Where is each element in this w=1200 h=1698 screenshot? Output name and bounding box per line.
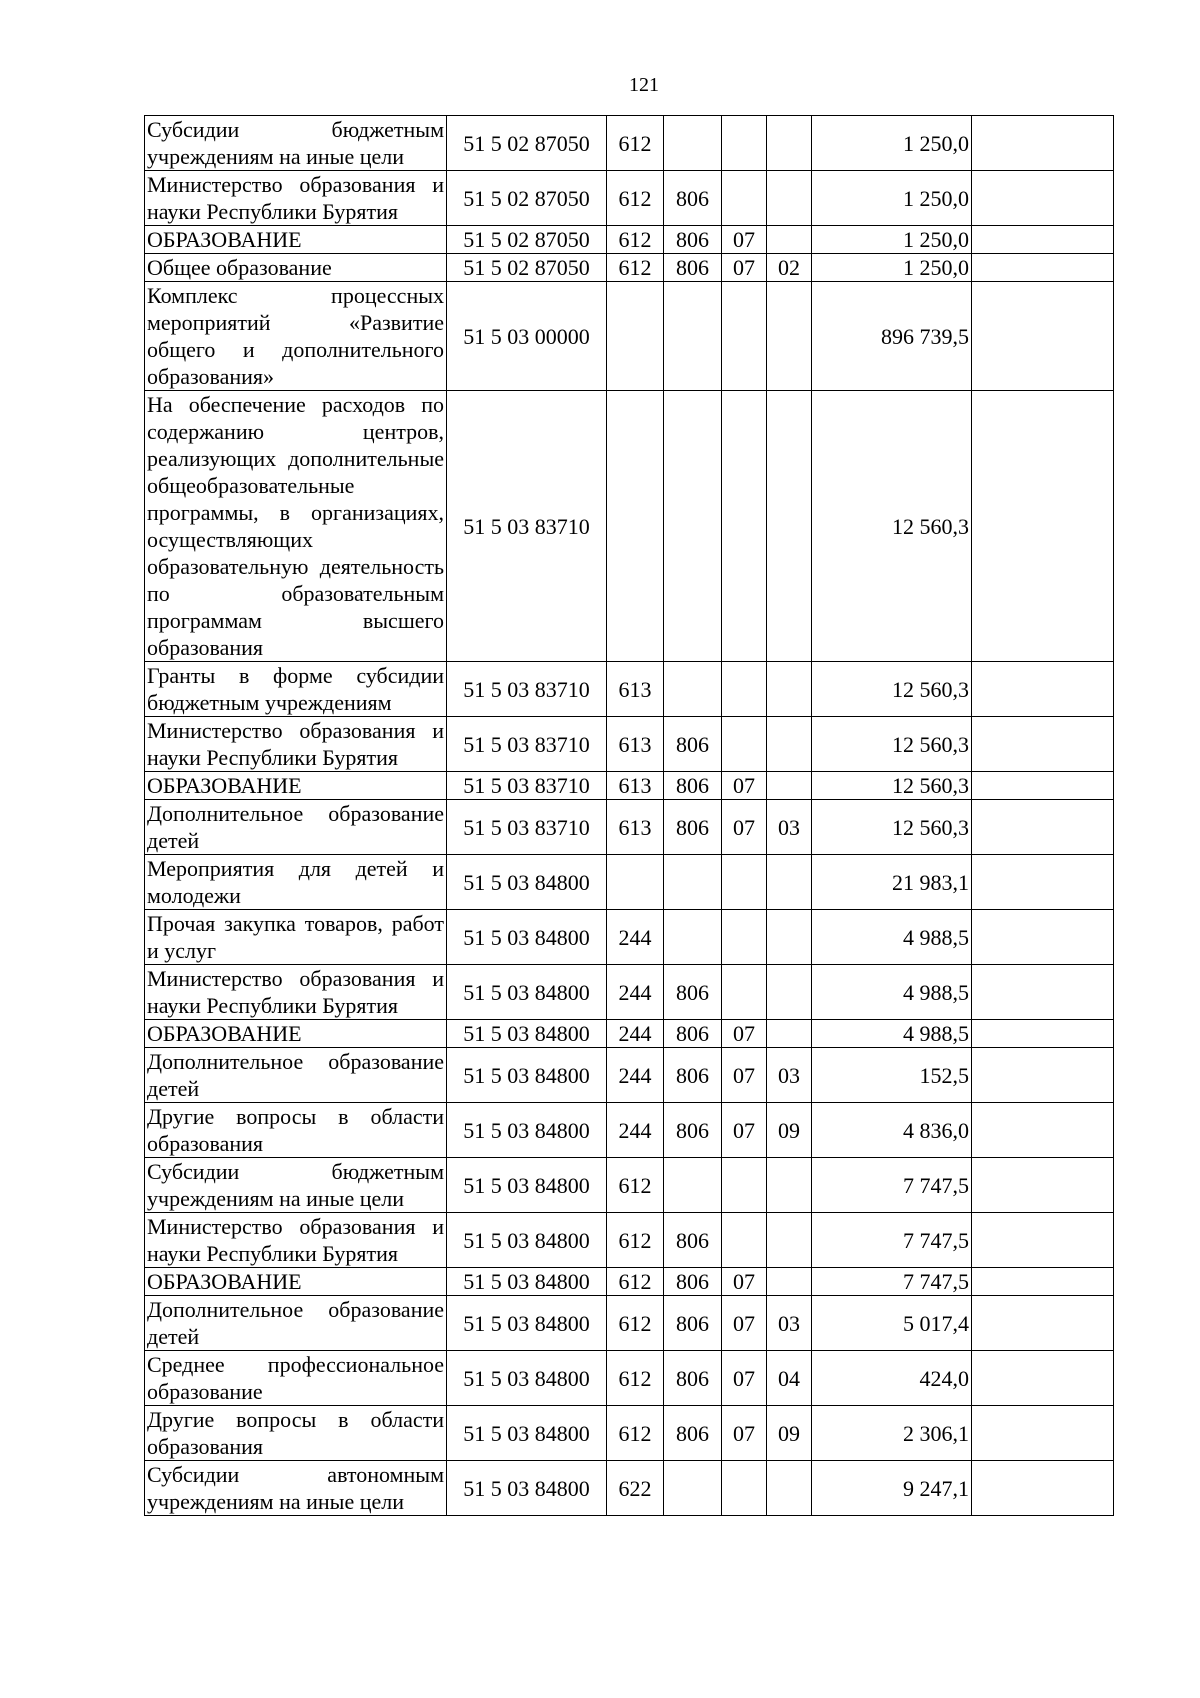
table-row: [145, 1158, 1114, 1213]
row-name: Дополнительное образование детей: [145, 1048, 447, 1103]
expense-type-code: 244: [607, 1103, 664, 1158]
amount: 12 560,3: [812, 662, 972, 717]
ministry-code: 806: [664, 1406, 722, 1461]
subsection-code: 04: [767, 1351, 812, 1406]
amount: 1 250,0: [812, 171, 972, 226]
table-row: [145, 1268, 1114, 1296]
amount: 5 017,4: [812, 1296, 972, 1351]
ministry-code: 806: [664, 965, 722, 1020]
extra-column: [972, 1048, 1114, 1103]
amount: 7 747,5: [812, 1158, 972, 1213]
table-row: [145, 1048, 1114, 1103]
extra-column: [972, 1158, 1114, 1213]
target-article-code: 51 5 03 83710: [447, 662, 607, 717]
page-number: 121: [629, 74, 659, 96]
subsection-code: 03: [767, 1296, 812, 1351]
expense-type-code: 622: [607, 1461, 664, 1516]
target-article-code: 51 5 03 84800: [447, 1048, 607, 1103]
row-name: ОБРАЗОВАНИЕ: [145, 772, 447, 800]
subsection-code: [767, 1020, 812, 1048]
subsection-code: [767, 772, 812, 800]
section-code: [722, 717, 767, 772]
ministry-code: [664, 116, 722, 171]
ministry-code: [664, 662, 722, 717]
ministry-code: 806: [664, 800, 722, 855]
extra-column: [972, 1351, 1114, 1406]
row-name: Другие вопросы в области образования: [145, 1406, 447, 1461]
subsection-code: [767, 282, 812, 391]
section-code: [722, 171, 767, 226]
table-row: [145, 965, 1114, 1020]
target-article-code: 51 5 02 87050: [447, 171, 607, 226]
extra-column: [972, 662, 1114, 717]
row-name: Общее образование: [145, 254, 447, 282]
subsection-code: [767, 717, 812, 772]
extra-column: [972, 1103, 1114, 1158]
expense-type-code: 244: [607, 965, 664, 1020]
ministry-code: [664, 855, 722, 910]
expense-type-code: [607, 391, 664, 662]
target-article-code: 51 5 03 84800: [447, 1461, 607, 1516]
table-row: [145, 800, 1114, 855]
target-article-code: 51 5 03 83710: [447, 772, 607, 800]
target-article-code: 51 5 03 84800: [447, 1158, 607, 1213]
section-code: 07: [722, 1268, 767, 1296]
section-code: 07: [722, 1103, 767, 1158]
section-code: 07: [722, 1020, 767, 1048]
expense-type-code: 612: [607, 1406, 664, 1461]
target-article-code: 51 5 03 84800: [447, 1406, 607, 1461]
row-name: Министерство образования и науки Республики Бурятия: [145, 171, 447, 226]
expense-type-code: 613: [607, 662, 664, 717]
table-row: [145, 1213, 1114, 1268]
expense-type-code: 244: [607, 1020, 664, 1048]
subsection-code: [767, 965, 812, 1020]
extra-column: [972, 171, 1114, 226]
subsection-code: [767, 226, 812, 254]
section-code: 07: [722, 800, 767, 855]
row-name: Субсидии бюджетным учреждениям на иные цели: [145, 1158, 447, 1213]
amount: 1 250,0: [812, 254, 972, 282]
amount: 1 250,0: [812, 116, 972, 171]
extra-column: [972, 1406, 1114, 1461]
table-row: [145, 662, 1114, 717]
amount: 1 250,0: [812, 226, 972, 254]
ministry-code: [664, 1158, 722, 1213]
expense-type-code: 612: [607, 1296, 664, 1351]
expense-type-code: 612: [607, 1158, 664, 1213]
ministry-code: [664, 1461, 722, 1516]
row-name: Министерство образования и науки Республики Бурятия: [145, 965, 447, 1020]
expense-type-code: 612: [607, 226, 664, 254]
section-code: [722, 1213, 767, 1268]
amount: 4 988,5: [812, 1020, 972, 1048]
extra-column: [972, 1268, 1114, 1296]
section-code: [722, 1158, 767, 1213]
amount: 424,0: [812, 1351, 972, 1406]
table-row: [145, 1020, 1114, 1048]
extra-column: [972, 226, 1114, 254]
target-article-code: 51 5 03 00000: [447, 282, 607, 391]
amount: 4 988,5: [812, 965, 972, 1020]
amount: 12 560,3: [812, 391, 972, 662]
ministry-code: [664, 391, 722, 662]
row-name: Мероприятия для детей и молодежи: [145, 855, 447, 910]
target-article-code: 51 5 03 84800: [447, 1103, 607, 1158]
row-name: Министерство образования и науки Республики Бурятия: [145, 1213, 447, 1268]
ministry-code: 806: [664, 1351, 722, 1406]
target-article-code: 51 5 03 83710: [447, 391, 607, 662]
table-row: [145, 1406, 1114, 1461]
row-name: Гранты в форме субсидии бюджетным учреждениям: [145, 662, 447, 717]
expense-type-code: [607, 282, 664, 391]
table-row: [145, 1103, 1114, 1158]
table-row: [145, 772, 1114, 800]
budget-table: [144, 115, 1114, 1516]
row-name: Дополнительное образование детей: [145, 1296, 447, 1351]
amount: 2 306,1: [812, 1406, 972, 1461]
target-article-code: 51 5 02 87050: [447, 116, 607, 171]
amount: 7 747,5: [812, 1268, 972, 1296]
section-code: [722, 662, 767, 717]
ministry-code: [664, 910, 722, 965]
amount: 4 988,5: [812, 910, 972, 965]
table-row: [145, 855, 1114, 910]
expense-type-code: 613: [607, 717, 664, 772]
amount: 896 739,5: [812, 282, 972, 391]
extra-column: [972, 910, 1114, 965]
row-name: Дополнительное образование детей: [145, 800, 447, 855]
expense-type-code: 612: [607, 171, 664, 226]
target-article-code: 51 5 02 87050: [447, 254, 607, 282]
row-name: Субсидии автономным учреждениям на иные цели: [145, 1461, 447, 1516]
table-row: [145, 254, 1114, 282]
amount: 4 836,0: [812, 1103, 972, 1158]
subsection-code: [767, 1461, 812, 1516]
section-code: [722, 282, 767, 391]
amount: 12 560,3: [812, 800, 972, 855]
section-code: [722, 116, 767, 171]
subsection-code: [767, 116, 812, 171]
ministry-code: 806: [664, 1020, 722, 1048]
ministry-code: 806: [664, 772, 722, 800]
extra-column: [972, 282, 1114, 391]
extra-column: [972, 1213, 1114, 1268]
row-name: ОБРАЗОВАНИЕ: [145, 1268, 447, 1296]
target-article-code: 51 5 03 83710: [447, 800, 607, 855]
row-name: Прочая закупка товаров, работ и услуг: [145, 910, 447, 965]
expense-type-code: 612: [607, 116, 664, 171]
amount: 12 560,3: [812, 772, 972, 800]
section-code: 07: [722, 1406, 767, 1461]
expense-type-code: 612: [607, 1213, 664, 1268]
subsection-code: [767, 1268, 812, 1296]
subsection-code: [767, 1158, 812, 1213]
target-article-code: 51 5 03 84800: [447, 855, 607, 910]
section-code: [722, 855, 767, 910]
row-name: Среднее профессиональное образование: [145, 1351, 447, 1406]
target-article-code: 51 5 03 84800: [447, 965, 607, 1020]
subsection-code: 03: [767, 1048, 812, 1103]
row-name: Комплекс процессных мероприятий «Развитие общего и дополнительного образования»: [145, 282, 447, 391]
subsection-code: 09: [767, 1103, 812, 1158]
expense-type-code: 244: [607, 1048, 664, 1103]
amount: 21 983,1: [812, 855, 972, 910]
table-row: [145, 116, 1114, 171]
ministry-code: 806: [664, 717, 722, 772]
extra-column: [972, 855, 1114, 910]
target-article-code: 51 5 03 84800: [447, 910, 607, 965]
table-row: [145, 1461, 1114, 1516]
subsection-code: [767, 910, 812, 965]
ministry-code: 806: [664, 1103, 722, 1158]
subsection-code: 09: [767, 1406, 812, 1461]
target-article-code: 51 5 03 83710: [447, 717, 607, 772]
table-row: [145, 282, 1114, 391]
expense-type-code: 612: [607, 1351, 664, 1406]
amount: 7 747,5: [812, 1213, 972, 1268]
extra-column: [972, 254, 1114, 282]
extra-column: [972, 800, 1114, 855]
target-article-code: 51 5 03 84800: [447, 1213, 607, 1268]
table-row: [145, 717, 1114, 772]
section-code: [722, 1461, 767, 1516]
row-name: Субсидии бюджетным учреждениям на иные цели: [145, 116, 447, 171]
ministry-code: 806: [664, 254, 722, 282]
ministry-code: 806: [664, 226, 722, 254]
subsection-code: [767, 1213, 812, 1268]
extra-column: [972, 717, 1114, 772]
ministry-code: 806: [664, 171, 722, 226]
ministry-code: 806: [664, 1213, 722, 1268]
ministry-code: [664, 282, 722, 391]
extra-column: [972, 1296, 1114, 1351]
subsection-code: [767, 662, 812, 717]
extra-column: [972, 772, 1114, 800]
table-row: [145, 391, 1114, 662]
table-row: [145, 171, 1114, 226]
section-code: 07: [722, 1351, 767, 1406]
extra-column: [972, 1461, 1114, 1516]
target-article-code: 51 5 02 87050: [447, 226, 607, 254]
table-row: [145, 910, 1114, 965]
row-name: ОБРАЗОВАНИЕ: [145, 1020, 447, 1048]
expense-type-code: 612: [607, 254, 664, 282]
section-code: 07: [722, 1296, 767, 1351]
expense-type-code: 613: [607, 772, 664, 800]
section-code: [722, 910, 767, 965]
table-row: [145, 1296, 1114, 1351]
amount: 152,5: [812, 1048, 972, 1103]
extra-column: [972, 965, 1114, 1020]
target-article-code: 51 5 03 84800: [447, 1296, 607, 1351]
subsection-code: [767, 855, 812, 910]
extra-column: [972, 116, 1114, 171]
subsection-code: [767, 171, 812, 226]
table-row: [145, 226, 1114, 254]
row-name: Другие вопросы в области образования: [145, 1103, 447, 1158]
section-code: [722, 965, 767, 1020]
ministry-code: 806: [664, 1048, 722, 1103]
expense-type-code: [607, 855, 664, 910]
expense-type-code: 612: [607, 1268, 664, 1296]
amount: 12 560,3: [812, 717, 972, 772]
subsection-code: 02: [767, 254, 812, 282]
row-name: ОБРАЗОВАНИЕ: [145, 226, 447, 254]
subsection-code: [767, 391, 812, 662]
extra-column: [972, 1020, 1114, 1048]
table-row: [145, 1351, 1114, 1406]
target-article-code: 51 5 03 84800: [447, 1268, 607, 1296]
expense-type-code: 244: [607, 910, 664, 965]
ministry-code: 806: [664, 1296, 722, 1351]
section-code: 07: [722, 226, 767, 254]
ministry-code: 806: [664, 1268, 722, 1296]
subsection-code: 03: [767, 800, 812, 855]
amount: 9 247,1: [812, 1461, 972, 1516]
expense-type-code: 613: [607, 800, 664, 855]
section-code: [722, 391, 767, 662]
row-name: На обеспечение расходов по содержанию центров, реализующих дополнительные общеобразовательные программы, в организациях, осуществляющих образовательную деятельность по образовательным программам высшего образования: [145, 391, 447, 662]
extra-column: [972, 391, 1114, 662]
section-code: 07: [722, 1048, 767, 1103]
row-name: Министерство образования и науки Республики Бурятия: [145, 717, 447, 772]
section-code: 07: [722, 772, 767, 800]
section-code: 07: [722, 254, 767, 282]
target-article-code: 51 5 03 84800: [447, 1351, 607, 1406]
target-article-code: 51 5 03 84800: [447, 1020, 607, 1048]
